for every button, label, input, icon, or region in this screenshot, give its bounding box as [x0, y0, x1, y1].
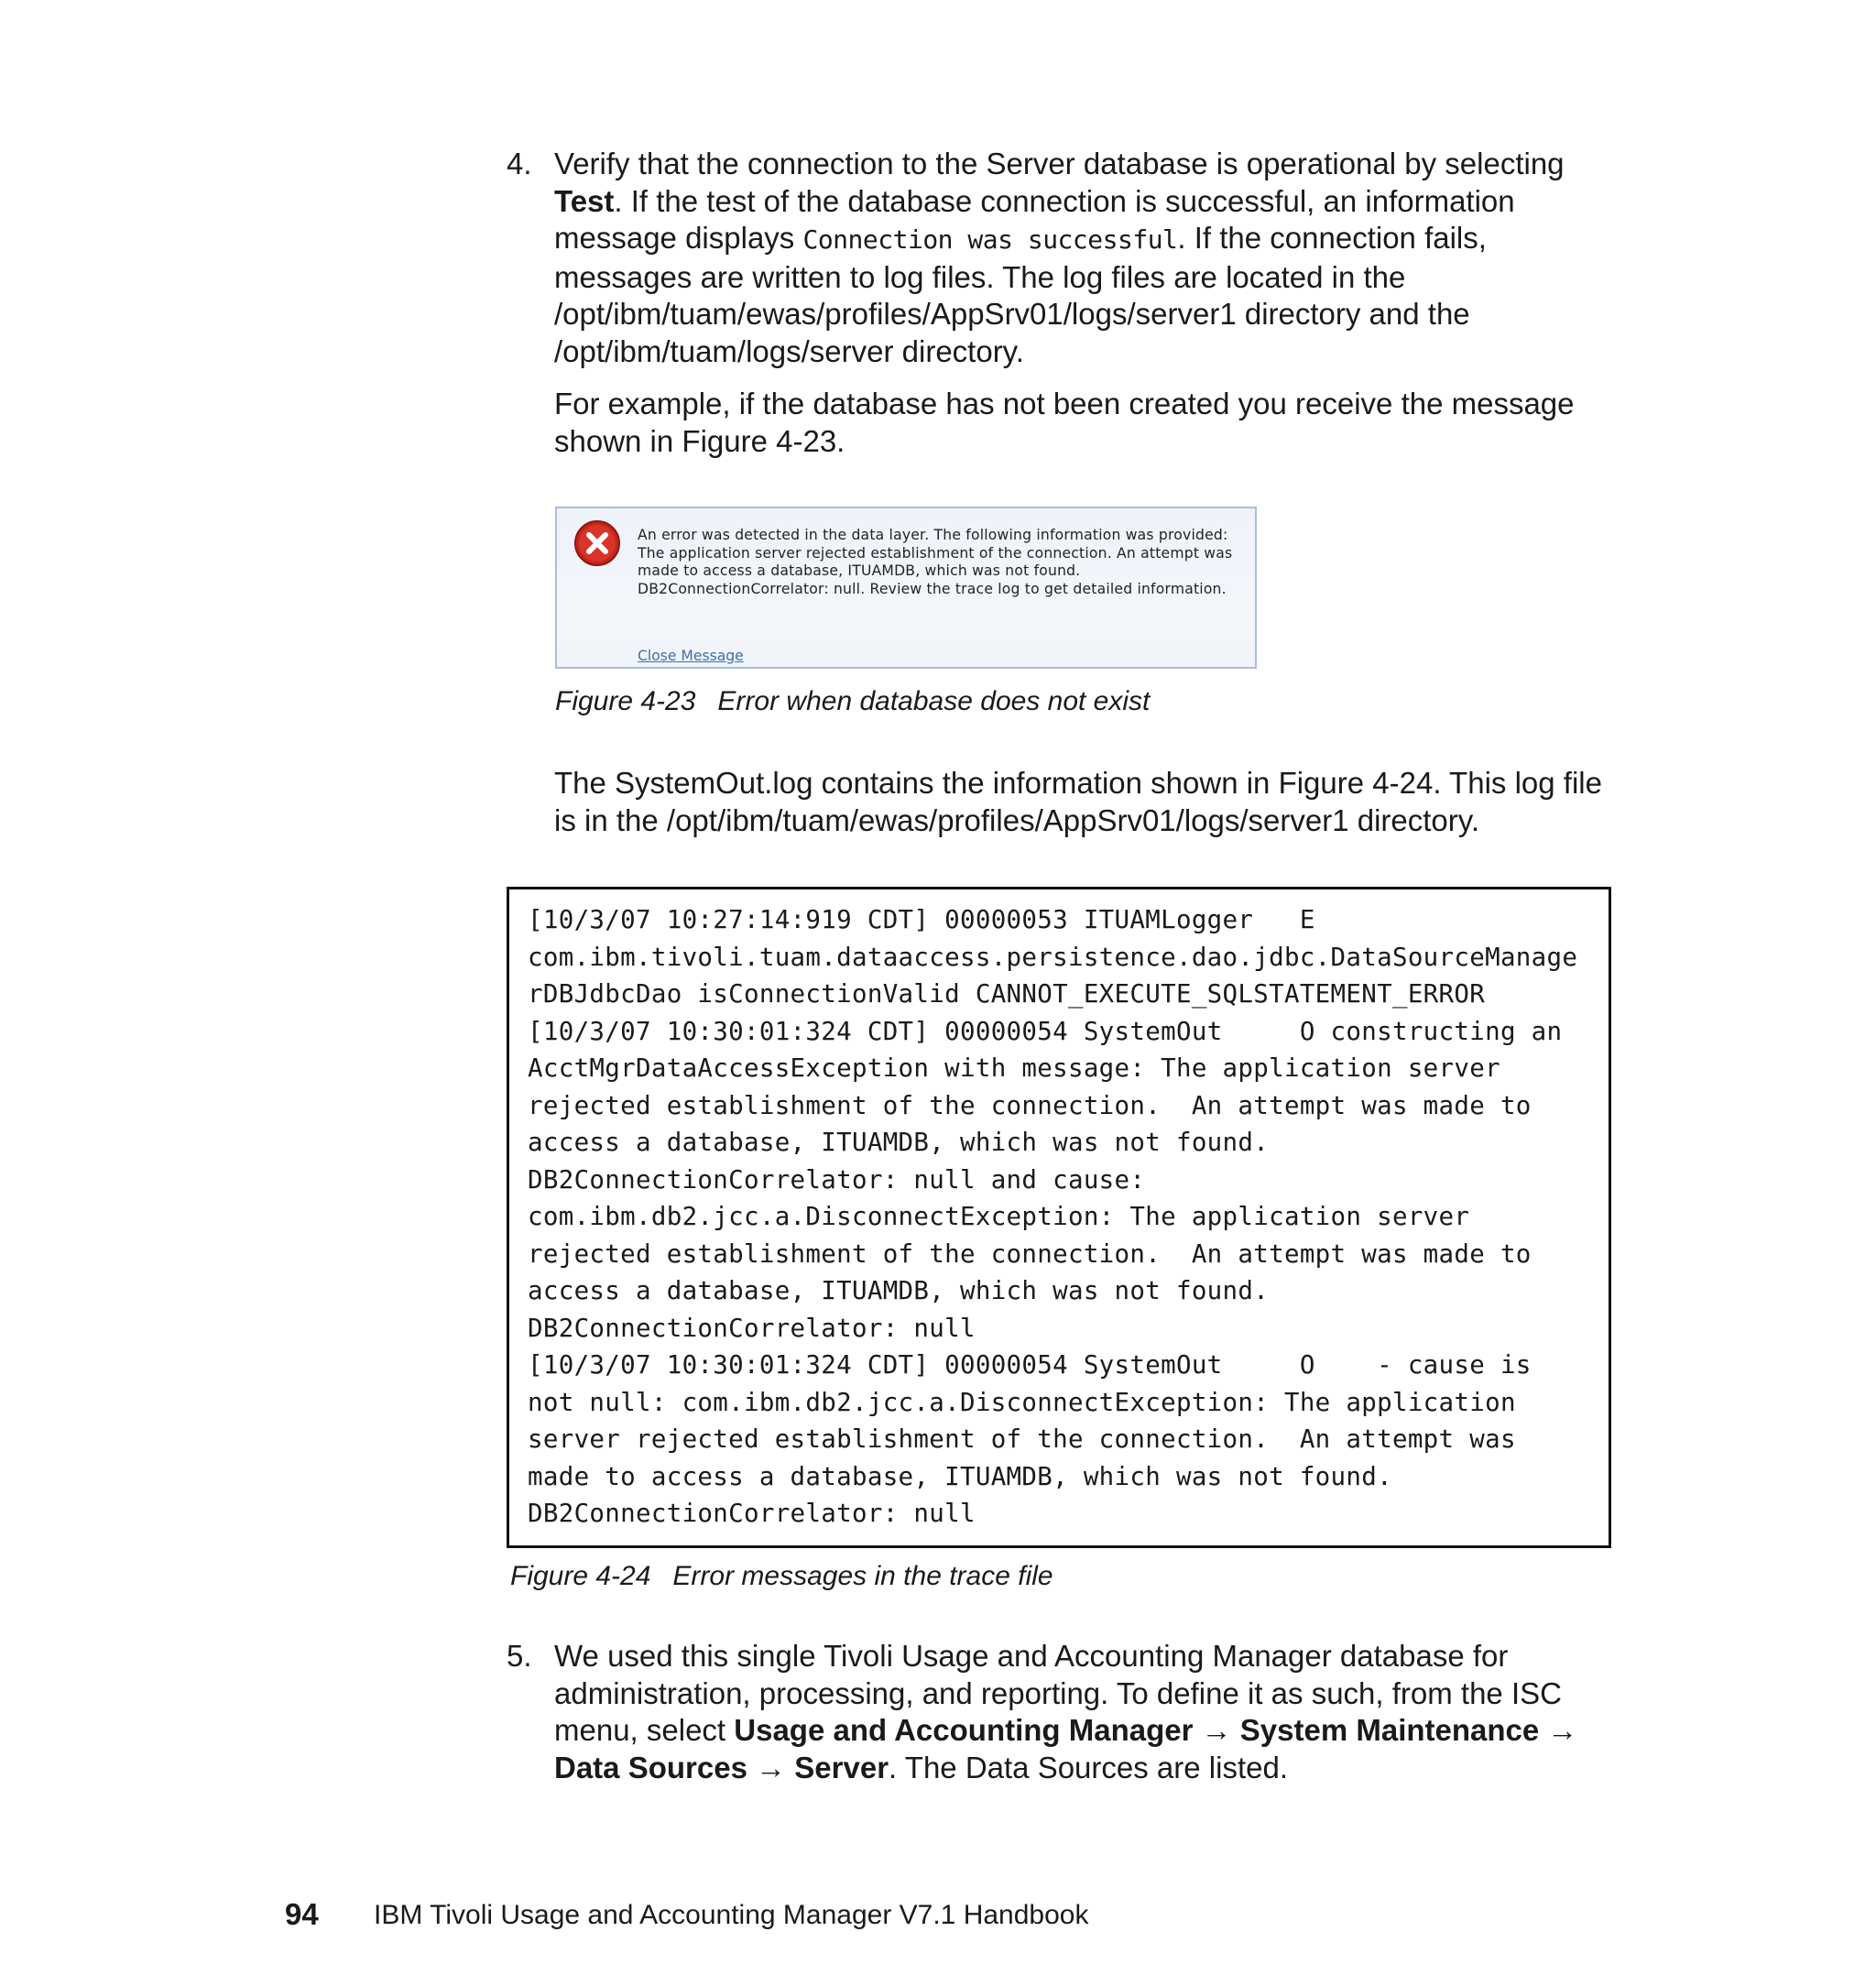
log-text: [10/3/07 10:27:14:919 CDT] 00000053 ITUAMLogger E com.ibm.tivoli.tuam.dataaccess.persistence.dao.jdbc.DataSourceManage rDBJdbcDao isConnectionValid CANNOT_EXECUTE_SQLSTATEMENT_ERROR [10/3/07 10:30:01:324 CDT] 00000054 SystemOut O constructing an AcctMgrDataAccessException with message: The application server rejected establishment of the connection. An attempt was made to access a database, ITUAMDB, which was not found. DB2ConnectionCorrelator: null and cause: com.ibm.db2.jcc.a.DisconnectException: The application server rejected establishment of the connection. An attempt was made to access a database, ITUAMDB, which was not found. DB2ConnectionCorrelator: null [10/3/07 10:30:01:324 CDT] 00000054 SystemOut O - cause is not null: com.ibm.db2.jcc.a.DisconnectException: The application server rejected establishment of the connection. An attempt was made to access a database, ITUAMDB, which was not found. DB2ConnectionCorrelator: null — [528, 905, 1578, 1528]
arrow-icon: → — [1193, 1713, 1240, 1747]
menu-path-item: Data Sources — [554, 1750, 747, 1784]
step-4-paragraph-1: Verify that the connection to the Server database is operational by selecting Test. If the test of the database connection is successful, an information message displays Connection was successful. If the connection fails, messages are written to log files. The log files are located in the /opt/ibm/tuam/ewas/profiles/AppSrv01/logs/server1 directory and the /opt/ibm/tuam/logs/server directory. — [554, 147, 1565, 368]
page-number: 94 — [285, 1897, 319, 1931]
step-4-paragraph-2: For example, if the database has not been created you receive the message shown in Figure 4-23. — [554, 387, 1575, 458]
log-output-box — [507, 887, 1611, 1548]
error-message-panel — [555, 507, 1257, 669]
figure-caption-4-23: Figure 4-23 Error when database does not exist — [555, 686, 1151, 716]
figure-caption-4-24: Figure 4-24 Error messages in the trace file — [510, 1561, 1053, 1591]
close-message-link[interactable]: Close Message — [638, 648, 744, 664]
menu-path-item: Usage and Accounting Manager — [734, 1713, 1194, 1747]
arrow-icon: → — [1539, 1713, 1578, 1747]
step-number: 4. — [507, 147, 532, 180]
step-4 — [507, 146, 1615, 460]
book-title: IBM Tivoli Usage and Accounting Manager V7.1 Handbook — [374, 1900, 1089, 1930]
error-message-text: An error was detected in the data layer. The following information was provided: The application server rejected establishment of the connection. An attempt was made to access a database, ITUAMDB, which was not found. DB2ConnectionCorrelator: null. Review the trace log to get detailed information. — [638, 527, 1233, 597]
test-keyword: Test — [554, 183, 615, 218]
menu-path-item: System Maintenance — [1239, 1713, 1540, 1747]
step-5-paragraph: We used this single Tivoli Usage and Accounting Manager database for administration, processing, and reporting. To define it as such, from the ISC menu, select Usage and Accounting Manager → System Maintenance → Data Sources → Server. The Data Sources are listed. — [554, 1639, 1578, 1784]
systemout-paragraph: The SystemOut.log contains the information shown in Figure 4-24. This log file is in the /opt/ibm/tuam/ewas/profiles/AppSrv01/logs/server1 directory. — [554, 766, 1602, 837]
arrow-icon: → — [747, 1750, 795, 1784]
step-5 — [507, 1638, 1615, 1786]
step-body — [554, 146, 1615, 460]
step-body — [554, 1638, 1615, 1786]
step-number: 5. — [507, 1639, 532, 1673]
menu-path-item: Server — [794, 1750, 889, 1784]
error-icon — [573, 519, 621, 567]
inline-code: Connection was successful — [802, 224, 1178, 255]
